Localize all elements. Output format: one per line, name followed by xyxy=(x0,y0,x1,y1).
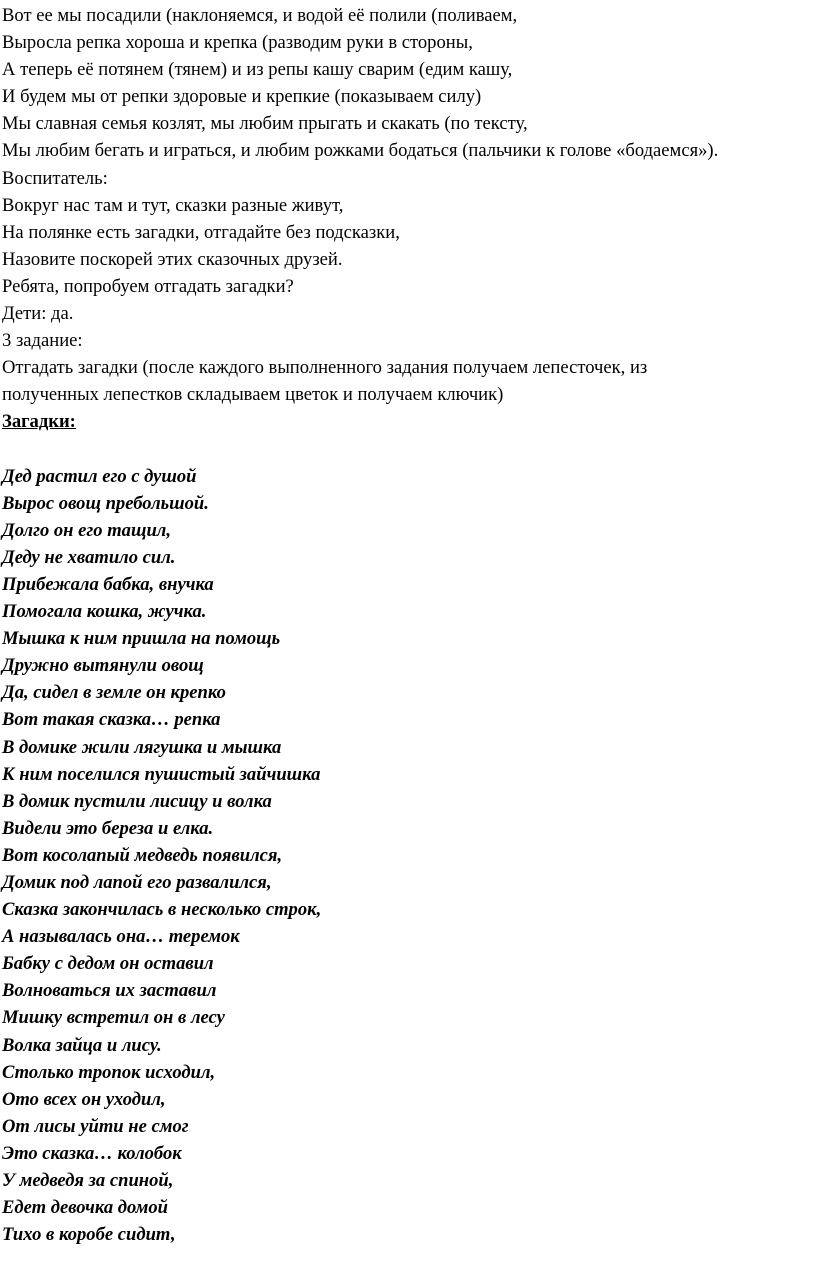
intro-line-14: Отгадать загадки (после каждого выполненного задания получаем лепесточек, из xyxy=(2,357,648,379)
intro-line-4: И будем мы от репки здоровые и крепкие (показываем силу) xyxy=(2,86,482,108)
blank-line xyxy=(2,436,816,463)
intro-line-10: Назовите поскорей этих сказочных друзей. xyxy=(2,248,343,270)
intro-block xyxy=(2,2,816,408)
intro-line-9: На полянке есть загадки, отгадайте без подсказки, xyxy=(2,221,400,243)
riddle-line-10: Вот такая сказка… репка xyxy=(2,709,221,731)
riddle-line-2: Вырос овощ пребольшой. xyxy=(2,492,209,514)
riddle-line-3: Долго он его тащил, xyxy=(2,519,171,541)
riddle-line-15: Вот косолапый медведь появился, xyxy=(2,844,283,866)
riddle-line-14: Видели это береза и елка. xyxy=(2,817,214,839)
intro-line-6: Мы любим бегать и играться, и любим рожками бодаться (пальчики к голове «бодаемся»). xyxy=(2,140,719,162)
intro-line-11: Ребята, попробуем отгадать загадки? xyxy=(2,275,294,297)
riddle-line-22: Волка зайца и лису. xyxy=(2,1034,162,1056)
intro-line-5: Мы славная семья козлят, мы любим прыгать и скакать (по тексту, xyxy=(2,113,528,135)
intro-line-7: Воспитатель: xyxy=(2,167,108,189)
riddle-line-29: Тихо в коробе сидит, xyxy=(2,1224,176,1246)
riddle-line-4: Деду не хватило сил. xyxy=(2,546,176,568)
intro-line-8: Вокруг нас там и тут, сказки разные живут, xyxy=(2,194,344,216)
riddle-line-8: Дружно вытянули овощ xyxy=(2,655,204,677)
riddles-heading: Загадки: xyxy=(2,411,76,433)
riddle-line-6: Помогала кошка, жучка. xyxy=(2,601,207,623)
riddle-line-19: Бабку с дедом он оставил xyxy=(2,953,214,975)
intro-line-12: Дети: да. xyxy=(2,303,74,325)
intro-line-13: 3 задание: xyxy=(2,330,83,352)
intro-line-2: Выросла репка хороша и крепка (разводим руки в стороны, xyxy=(2,32,473,54)
riddle-line-12: К ним поселился пушистый зайчишка xyxy=(2,763,321,785)
riddle-line-27: У медведя за спиной, xyxy=(2,1170,174,1192)
riddle-line-16: Домик под лапой его развалился, xyxy=(2,872,272,893)
riddle-line-25: От лисы уйти не смог xyxy=(2,1115,189,1137)
riddle-line-5: Прибежала бабка, внучка xyxy=(2,573,214,595)
riddle-line-7: Мышка к ним пришла на помощь xyxy=(2,628,281,650)
riddle-line-21: Мишку встретил он в лесу xyxy=(2,1007,225,1029)
riddle-line-1: Дед растил его с душой xyxy=(2,465,197,487)
riddle-line-17: Сказка закончилась в несколько строк, xyxy=(2,899,322,921)
riddle-line-26: Это сказка… колобок xyxy=(2,1142,182,1164)
riddle-line-9: Да, сидел в земле он крепко xyxy=(2,682,226,704)
intro-line-3: А теперь её потянем (тянем) и из репы кашу сварим (едим кашу, xyxy=(2,59,513,81)
riddle-line-18: А называлась она… теремок xyxy=(2,926,240,948)
intro-line-15: полученных лепестков складываем цветок и получаем ключик) xyxy=(2,384,504,406)
riddle-line-13: В домик пустили лисицу и волка xyxy=(2,790,272,812)
riddle-line-23: Столько тропок исходил, xyxy=(2,1061,216,1083)
riddle-line-24: Ото всех он уходил, xyxy=(2,1088,166,1110)
riddle-line-11: В домике жили лягушка и мышка xyxy=(2,736,282,758)
riddles-block xyxy=(2,463,816,1249)
riddle-line-28: Едет девочка домой xyxy=(2,1197,168,1219)
riddle-line-20: Волноваться их заставил xyxy=(2,980,217,1002)
intro-line-1: Вот ее мы посадили (наклоняемся, и водой её полили (поливаем, xyxy=(2,5,518,26)
